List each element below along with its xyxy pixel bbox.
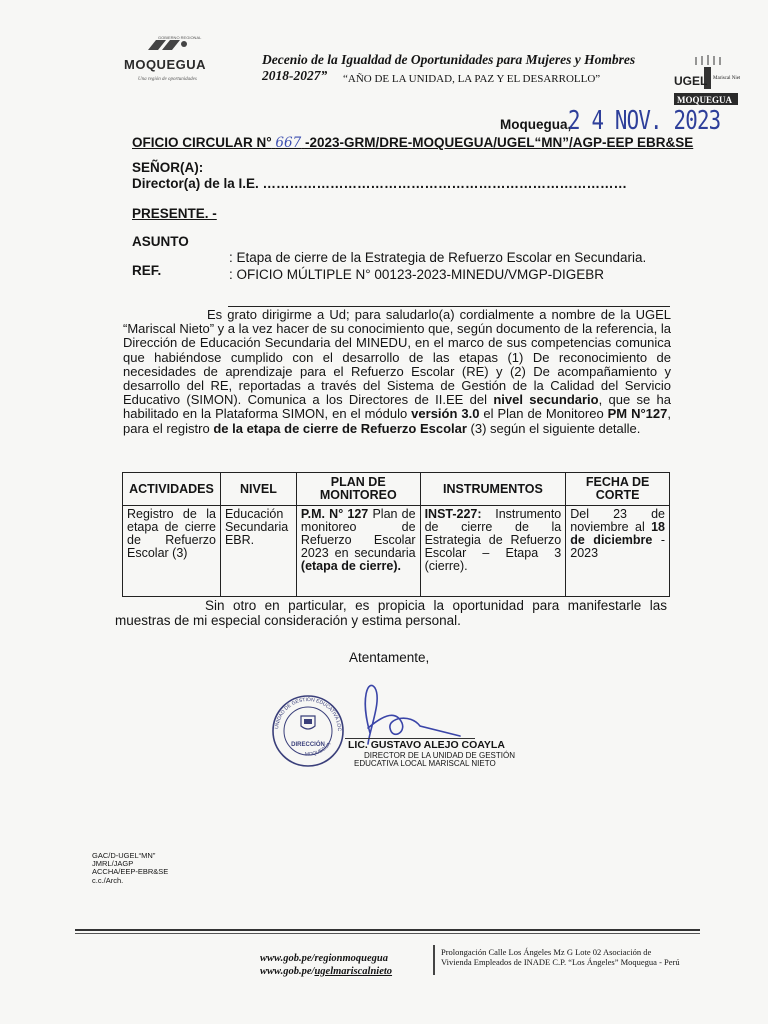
footer-link[interactable] xyxy=(260,965,392,978)
body-text: el Plan de Monitoreo xyxy=(479,406,608,422)
body-text: (3) según el siguiente detalle. xyxy=(466,420,641,436)
table-header-row xyxy=(123,473,670,506)
body-text: Es grato dirigirme a Ud; para saludarlo(a) cordialmente a nombre de la UGEL “Mariscal Nieto” y a la vez hacer de su conocimiento que, según documento de la referencia, la Dirección de Educación Secundaria del MINEDU, en el marco de sus competencias comunica que habiéndose cumplido con el desarrollo de las etapas (1) De reconocimiento de necesidades de aprendizaje para el Refuerzo Escolar (RE) y (2) De acompañamiento y desarrollo del RE, reportadas a través del Sistema de Gestión de la Calidad del Servicio Educativo (SIMON). Comunica a los Directores de II.EE del xyxy=(123,307,671,408)
instrumento-bold: INST-227: xyxy=(424,507,482,521)
footer-divider xyxy=(75,933,700,934)
stamp-ring-bottom: MOQUEGUA xyxy=(304,741,333,758)
table-header: PLAN DE MONITOREO xyxy=(296,473,420,506)
firma-nombre: LIC. GUSTAVO ALEJO COAYLA xyxy=(348,739,505,751)
senor-label: SEÑOR(A): xyxy=(132,160,204,175)
ref-label: REF. xyxy=(132,263,162,278)
footer-websites xyxy=(260,952,392,978)
body-bold: PM N°127 xyxy=(607,406,668,422)
footer-link-text: ugelmariscalnieto xyxy=(314,966,393,977)
logo-left-top-text: GOBIERNO REGIONAL xyxy=(158,36,202,40)
logo-left-name: MOQUEGUA xyxy=(124,57,206,72)
instrumento-text: Instrumento de cierre de la Estrategia de Refuerzo Escolar – Etapa 3 (cierre). xyxy=(424,507,562,573)
director-line: Director(a) de la I.E. ……………………………………………………………………… xyxy=(132,176,628,191)
fecha-text: - 2023 xyxy=(570,533,665,560)
body-bold: nivel secundario xyxy=(493,392,599,408)
official-stamp xyxy=(268,694,348,768)
initials-line: ACCHA/EEP-EBR&SE xyxy=(92,867,169,877)
closing-paragraph: Sin otro en particular, es propicia la oportunidad para manifestarle las muestras de mi especial consideración y estima personal. xyxy=(115,598,667,628)
oficio-numero-line xyxy=(132,135,693,151)
decenio-heading: Decenio de la Igualdad de Oportunidades para Mujeres y Hombres 2018-2027” xyxy=(262,52,636,83)
footer-separator xyxy=(433,945,435,975)
oficio-numero-manuscrito: 667 xyxy=(275,135,302,151)
table-cell-nivel: Educación Secundaria EBR. xyxy=(220,506,296,597)
ref-text: : OFICIO MÚLTIPLE N° 00123-2023-MINEDU/VMGP-DIGEBR xyxy=(229,267,604,282)
table-cell-fecha xyxy=(566,506,670,597)
svg-text:UNIDAD DE GESTIÓN EDUCATIVA LO xyxy=(268,694,342,732)
logo-left-tagline: Una región de oportunidades xyxy=(138,77,197,82)
fecha-sello: 2 4 NOV. 2023 xyxy=(568,106,721,136)
oficio-prefix: OFICIO CIRCULAR N° xyxy=(132,135,272,150)
asunto-label: ASUNTO xyxy=(132,234,189,249)
stamp-center-text: DIRECCIÓN xyxy=(291,742,325,748)
body-bold: de la etapa de cierre de Refuerzo Escolar xyxy=(213,420,467,436)
footer-link-text: www.gob.pe/ xyxy=(260,966,315,977)
stamp-ring-top: UNIDAD DE GESTIÓN EDUCATIVA LOC xyxy=(274,696,343,732)
gobierno-regional-moquegua-logo xyxy=(118,36,230,84)
anio-heading: “AÑO DE LA UNIDAD, LA PAZ Y EL DESARROLLO” xyxy=(343,73,601,85)
logo-right-name: MOQUEGUA xyxy=(677,95,732,105)
presente-label: PRESENTE. - xyxy=(132,206,217,221)
footer-link[interactable]: www.gob.pe/regionmoquegua xyxy=(260,953,388,964)
footer-address: Prolongación Calle Los Ángeles Mz G Lote 02 Asociación de Vivienda Empleados de INADE C.P. “Los Ángeles” Moquegua - Perú xyxy=(441,947,680,967)
plan-bold: (etapa de cierre). xyxy=(300,559,401,573)
table-header: NIVEL xyxy=(220,473,296,506)
firma-cargo: DIRECTOR DE LA UNIDAD DE GESTIÓN xyxy=(364,751,515,760)
logo-right-top-text: UGEL xyxy=(674,74,708,88)
table-header: INSTRUMENTOS xyxy=(420,473,566,506)
table-header: ACTIVIDADES xyxy=(123,473,221,506)
plan-bold: P.M. N° 127 xyxy=(300,507,369,521)
body-bold: versión 3.0 xyxy=(411,406,480,422)
fecha-lugar: Moquegua, xyxy=(500,117,572,132)
table-cell-actividad: Registro de la etapa de cierre de Refuerzo Escolar (3) xyxy=(123,506,221,597)
firma-cargo: EDUCATIVA LOCAL MARISCAL NIETO xyxy=(354,759,496,768)
table-header: FECHA DE CORTE xyxy=(566,473,670,506)
atentamente: Atentamente, xyxy=(349,650,430,665)
table-cell-instrumento xyxy=(420,506,566,597)
logo-right-side-text: Mariscal Nieto xyxy=(713,76,740,81)
initials-line: JMRL/JAGP xyxy=(92,859,134,869)
footer-divider xyxy=(75,929,700,931)
fecha-text: Del 23 de noviembre al xyxy=(570,507,665,534)
reference-initials xyxy=(92,852,168,885)
initials-line: c.c./Arch. xyxy=(92,875,124,885)
table-cell-plan xyxy=(296,506,420,597)
table-row xyxy=(123,506,670,597)
ugel-mariscal-nieto-logo xyxy=(672,55,740,107)
fecha-bold: 18 de diciembre xyxy=(570,520,665,547)
body-paragraph xyxy=(123,308,671,436)
body-text: , para el registro xyxy=(123,406,671,436)
actividades-table xyxy=(122,472,670,597)
plan-text: Plan de monitoreo de Refuerzo Escolar 2023 en secundaria xyxy=(300,507,416,560)
initials-line: GAC/D-UGEL“MN” xyxy=(92,851,156,860)
oficio-suffix: -2023-GRM/DRE-MOQUEGUA/UGEL“MN”/AGP-EEP EBR&SE xyxy=(304,135,694,150)
body-text: , que se ha habilitado en la Plataforma SIMON, en el módulo xyxy=(123,392,672,422)
asunto-text: : Etapa de cierre de la Estrategia de Refuerzo Escolar en Secundaria. xyxy=(229,250,647,265)
